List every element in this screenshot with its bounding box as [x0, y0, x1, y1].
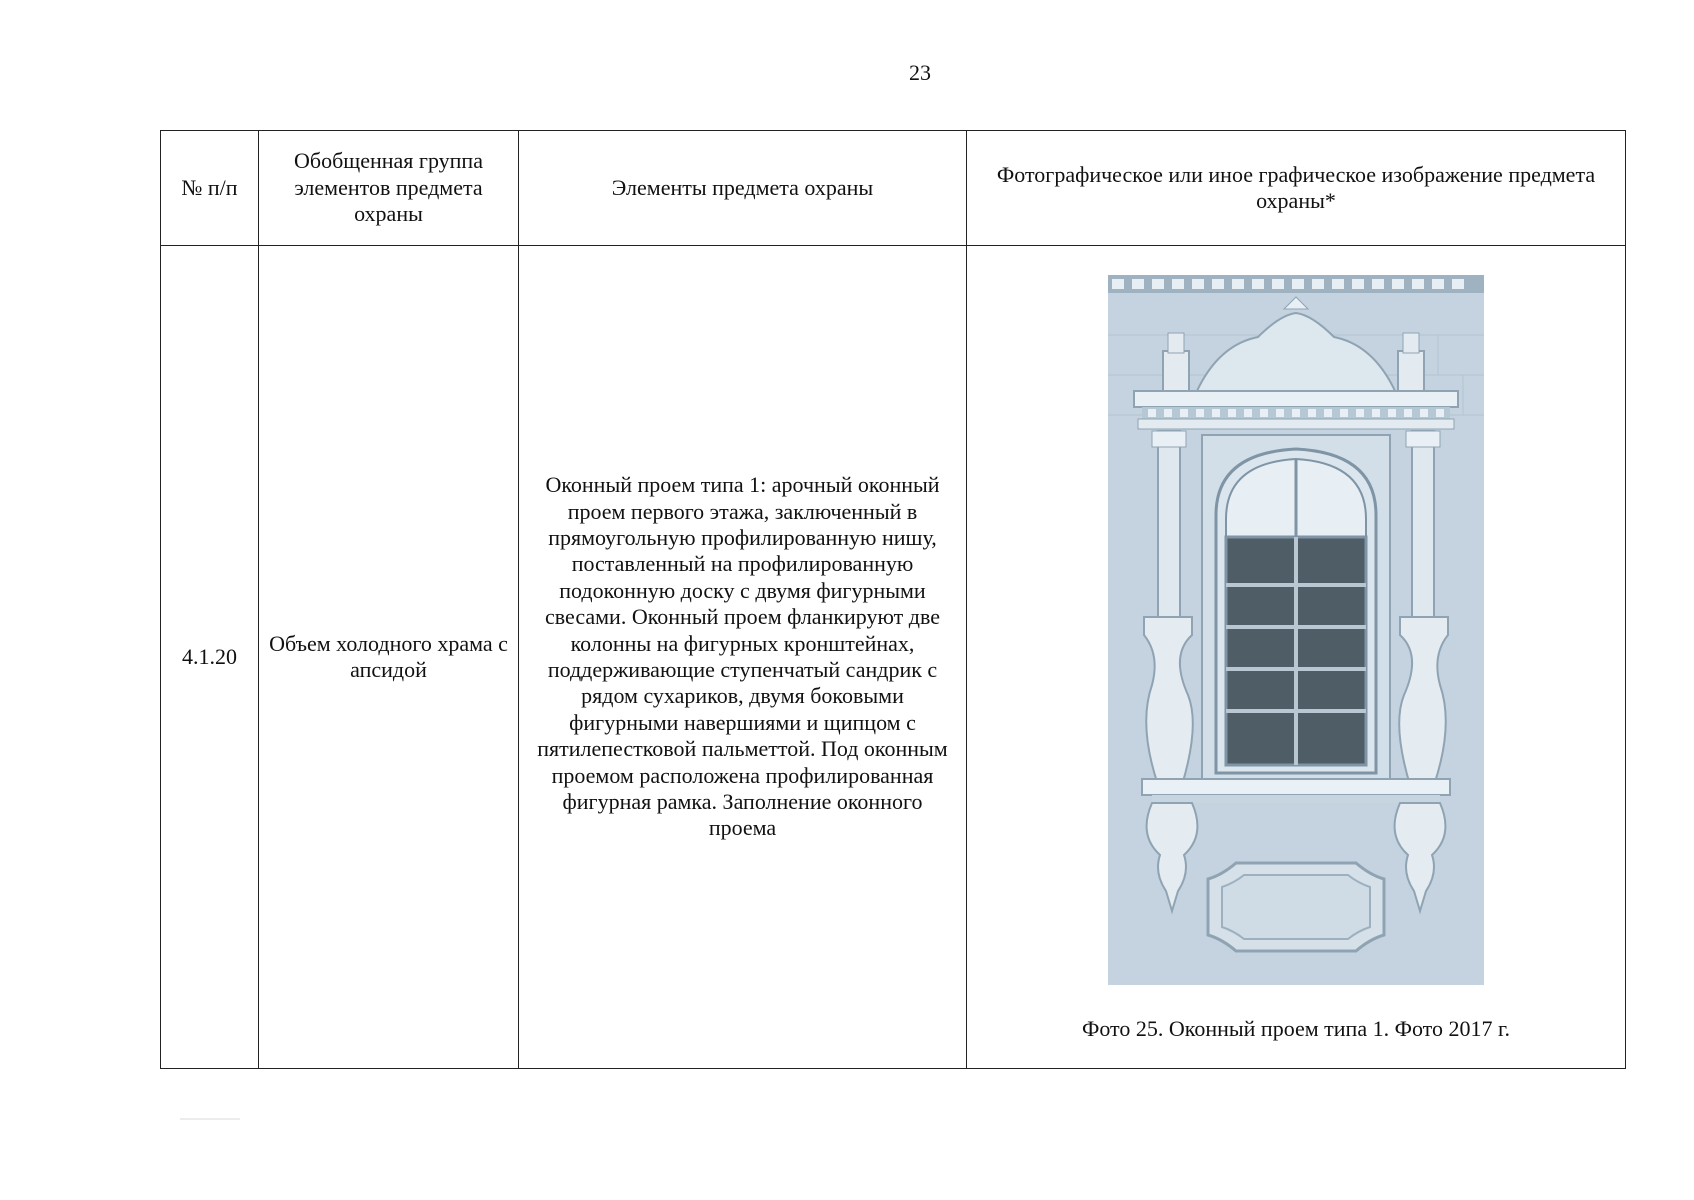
window-photo-illustration	[1108, 275, 1484, 985]
header-number: № п/п	[161, 131, 259, 246]
table-row	[161, 246, 1626, 1069]
protection-table	[160, 130, 1626, 1069]
row-description: Оконный проем типа 1: арочный оконный проем первого этажа, заключенный в прямоугольную профилированную нишу, поставленный на профилированную подоконную доску с двумя фигурными свесами. Оконный проем фланкируют две колонны на фигурных кронштейнах, поддерживающие ступенчатый сандрик с рядом сухариков, двумя боковыми фигурными навершиями и щипцом с пятилепестковой пальметтой. Под оконным проемом расположена профилированная фигурная рамка. Заполнение оконного проема	[519, 246, 967, 1069]
header-elements: Элементы предмета охраны	[519, 131, 967, 246]
window-photo	[1108, 275, 1484, 985]
row-photo-cell	[967, 246, 1626, 1069]
page-number: 23	[909, 60, 931, 85]
row-group: Объем холодного храма с апсидой	[259, 246, 519, 1069]
photo-caption: Фото 25. Оконный проем типа 1. Фото 2017 г.	[1081, 1016, 1511, 1041]
header-group: Обобщенная группа элементов предмета охраны	[259, 131, 519, 246]
table-header-row	[161, 131, 1626, 246]
header-image: Фотографическое или иное графическое изображение предмета охраны*	[967, 131, 1626, 246]
row-number: 4.1.20	[161, 246, 259, 1069]
scan-mark	[180, 1118, 240, 1120]
